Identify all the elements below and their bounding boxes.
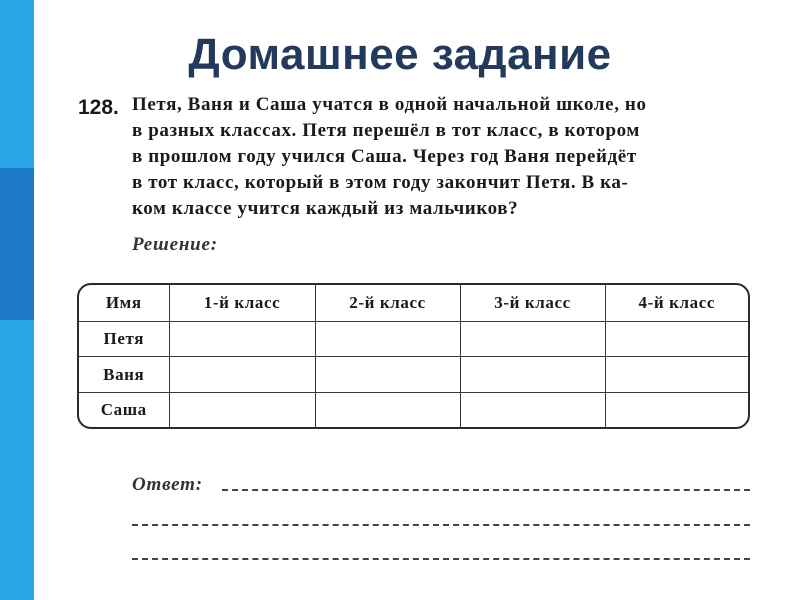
table-row <box>79 357 748 392</box>
table-header-row <box>79 285 748 322</box>
answer-label: Ответ: <box>132 474 203 495</box>
answer-line[interactable] <box>222 489 750 491</box>
header-cell-grade-3: 3-й класс <box>460 285 605 322</box>
solution-label: Решение: <box>132 234 218 255</box>
table-cell[interactable] <box>605 392 748 427</box>
row-name-cell: Саша <box>79 392 169 427</box>
problem-line: ком классе учится каждый из мальчиков? <box>132 198 519 219</box>
problem-line: в прошлом году учился Саша. Через год Ваня перейдёт <box>132 146 637 167</box>
table-cell[interactable] <box>169 322 315 357</box>
table-cell[interactable] <box>315 357 460 392</box>
answer-line[interactable] <box>132 524 750 526</box>
side-accent-block <box>0 168 34 320</box>
header-cell-grade-2: 2-й класс <box>315 285 460 322</box>
table-cell[interactable] <box>169 357 315 392</box>
problem-number: 128. <box>78 96 119 119</box>
table-cell[interactable] <box>605 357 748 392</box>
table-cell[interactable] <box>605 322 748 357</box>
slide-title: Домашнее задание <box>188 30 612 79</box>
table-cell[interactable] <box>315 322 460 357</box>
solution-table <box>77 283 750 429</box>
problem-line: Петя, Ваня и Саша учатся в одной начальной школе, но <box>132 94 647 115</box>
row-name-cell: Ваня <box>79 357 169 392</box>
row-name-cell: Петя <box>79 322 169 357</box>
problem-line: в разных классах. Петя перешёл в тот класс, в котором <box>132 120 640 141</box>
table-cell[interactable] <box>169 392 315 427</box>
header-cell-grade-1: 1-й класс <box>169 285 315 322</box>
header-cell-grade-4: 4-й класс <box>605 285 748 322</box>
answer-line[interactable] <box>132 558 750 560</box>
table-cell[interactable] <box>460 392 605 427</box>
table-cell[interactable] <box>315 392 460 427</box>
table-row <box>79 322 748 357</box>
problem-line: в тот класс, который в этом году закончит Петя. В ка- <box>132 172 629 193</box>
table-cell[interactable] <box>460 357 605 392</box>
table-row <box>79 392 748 427</box>
header-cell-name: Имя <box>79 285 169 322</box>
table-cell[interactable] <box>460 322 605 357</box>
